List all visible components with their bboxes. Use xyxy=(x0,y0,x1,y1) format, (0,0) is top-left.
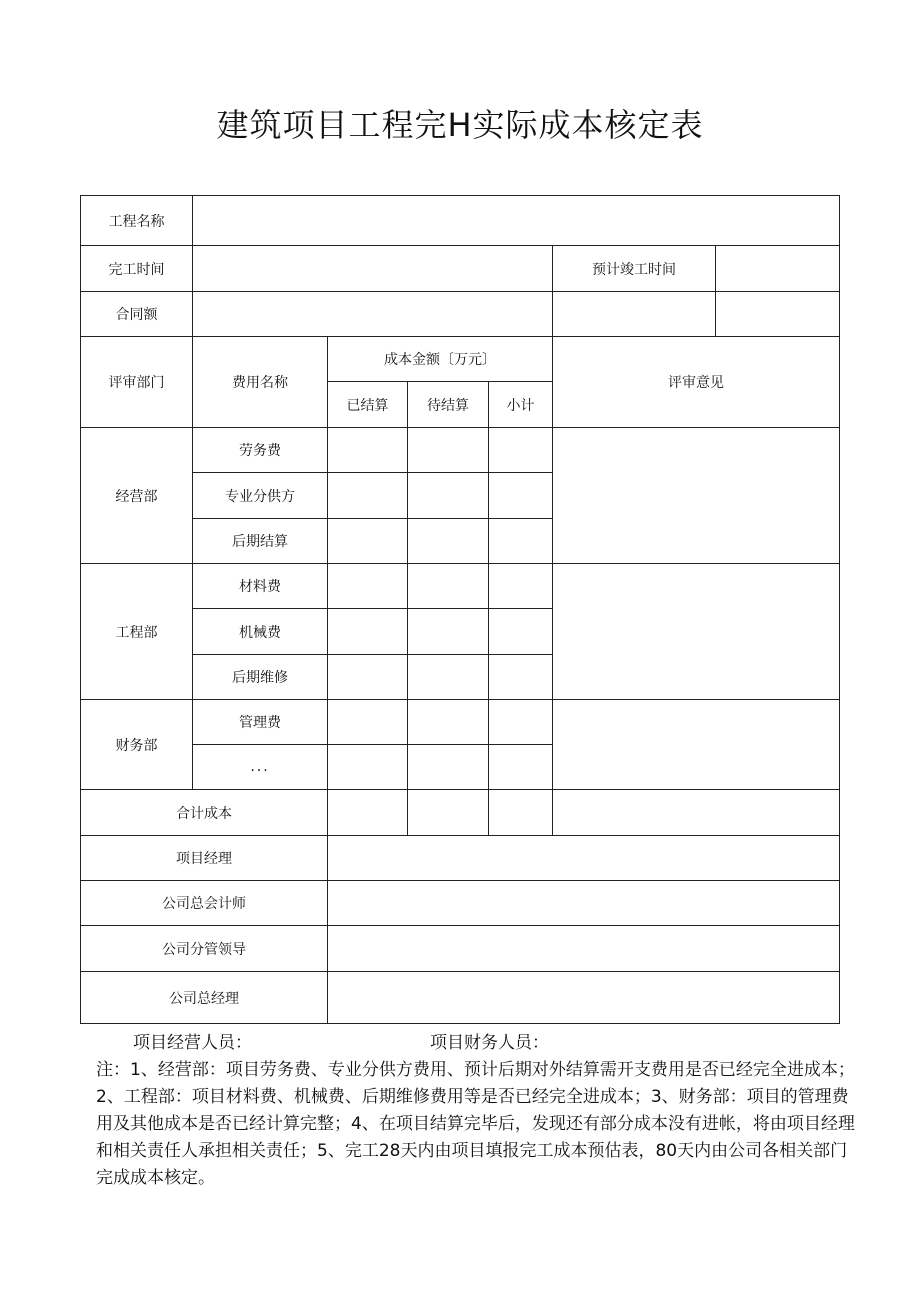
label-project-manager: 项目经理 xyxy=(81,836,328,881)
signer-operations: 项目经营人员： xyxy=(133,1033,252,1053)
contract-amount-field[interactable] xyxy=(193,292,553,337)
row-division-leader xyxy=(81,926,840,972)
subtotal-cell[interactable] xyxy=(489,519,553,564)
header-cost-amount: 成本金额〔万元〕 xyxy=(328,337,553,382)
contract-extra-field-2[interactable] xyxy=(716,292,840,337)
pending-cell[interactable] xyxy=(408,700,489,745)
header-fee-name: 费用名称 xyxy=(193,337,328,428)
subtotal-cell[interactable] xyxy=(489,473,553,519)
total-subtotal-cell[interactable] xyxy=(489,790,553,836)
pending-cell[interactable] xyxy=(408,655,489,700)
signers-line xyxy=(133,1030,893,1057)
pending-cell[interactable] xyxy=(408,745,489,790)
total-settled-cell[interactable] xyxy=(328,790,408,836)
note-paragraph: 注：1、经营部：项目劳务费、专业分供方费用、预计后期对外结算需开支费用是否已经完全进成本；2、工程部：项目材料费、机械费、后期维修费用等是否已经完全进成本；3、财务部：项目的管理费用及其他成本是否已经计算完整；4、在项目结算完毕后，发现还有部分成本没有进帐，将由项目经理和相关责任人承担相关责任；5、完工28天内由项目填报完工成本预估表，80天内由公司各相关部门完成成本核定。 xyxy=(96,1060,855,1188)
label-completion-time: 完工时间 xyxy=(81,246,193,292)
header-subtotal: 小计 xyxy=(489,382,553,428)
table-row xyxy=(81,700,840,745)
fee-item: 管理费 xyxy=(193,700,328,745)
label-total-cost: 合计成本 xyxy=(81,790,328,836)
subtotal-cell[interactable] xyxy=(489,428,553,473)
pending-cell[interactable] xyxy=(408,564,489,609)
settled-cell[interactable] xyxy=(328,655,408,700)
settled-cell[interactable] xyxy=(328,473,408,519)
contract-extra-field[interactable] xyxy=(553,292,716,337)
row-project-manager xyxy=(81,836,840,881)
dept-operations: 经营部 xyxy=(81,428,193,564)
settled-cell[interactable] xyxy=(328,745,408,790)
label-division-leader: 公司分管领导 xyxy=(81,926,328,972)
row-header-1 xyxy=(81,337,840,382)
fee-item: 材料费 xyxy=(193,564,328,609)
project-manager-sign[interactable] xyxy=(328,836,840,881)
subtotal-cell[interactable] xyxy=(489,655,553,700)
label-estimated-completion: 预计竣工时间 xyxy=(553,246,716,292)
fee-item: 后期维修 xyxy=(193,655,328,700)
label-project-name: 工程名称 xyxy=(81,196,193,246)
opinion-finance[interactable] xyxy=(553,700,840,790)
signer-finance: 项目财务人员： xyxy=(430,1033,549,1053)
table-row xyxy=(81,564,840,609)
subtotal-cell[interactable] xyxy=(489,564,553,609)
fee-item-ellipsis: ... xyxy=(193,745,328,790)
total-pending-cell[interactable] xyxy=(408,790,489,836)
dept-engineering: 工程部 xyxy=(81,564,193,700)
label-general-manager: 公司总经理 xyxy=(81,972,328,1024)
project-name-field[interactable] xyxy=(193,196,840,246)
total-opinion-cell[interactable] xyxy=(553,790,840,836)
settled-cell[interactable] xyxy=(328,700,408,745)
opinion-engineering[interactable] xyxy=(553,564,840,700)
header-review-dept: 评审部门 xyxy=(81,337,193,428)
header-pending: 待结算 xyxy=(408,382,489,428)
dept-finance: 财务部 xyxy=(81,700,193,790)
fee-item: 劳务费 xyxy=(193,428,328,473)
row-completion-time xyxy=(81,246,840,292)
cost-form-table xyxy=(80,195,840,1024)
label-chief-accountant: 公司总会计师 xyxy=(81,881,328,926)
label-contract-amount: 合同额 xyxy=(81,292,193,337)
division-leader-sign[interactable] xyxy=(328,926,840,972)
row-project-name xyxy=(81,196,840,246)
subtotal-cell[interactable] xyxy=(489,700,553,745)
settled-cell[interactable] xyxy=(328,428,408,473)
header-settled: 已结算 xyxy=(328,382,408,428)
pending-cell[interactable] xyxy=(408,519,489,564)
general-manager-sign[interactable] xyxy=(328,972,840,1024)
settled-cell[interactable] xyxy=(328,609,408,655)
pending-cell[interactable] xyxy=(408,609,489,655)
row-general-manager xyxy=(81,972,840,1024)
settled-cell[interactable] xyxy=(328,564,408,609)
settled-cell[interactable] xyxy=(328,519,408,564)
estimated-completion-field[interactable] xyxy=(716,246,840,292)
completion-time-field[interactable] xyxy=(193,246,553,292)
pending-cell[interactable] xyxy=(408,428,489,473)
fee-item: 专业分供方 xyxy=(193,473,328,519)
opinion-operations[interactable] xyxy=(553,428,840,564)
table-row xyxy=(81,428,840,473)
header-review-opinion: 评审意见 xyxy=(553,337,840,428)
subtotal-cell[interactable] xyxy=(489,609,553,655)
row-contract-amount xyxy=(81,292,840,337)
row-chief-accountant xyxy=(81,881,840,926)
pending-cell[interactable] xyxy=(408,473,489,519)
row-total-cost xyxy=(81,790,840,836)
subtotal-cell[interactable] xyxy=(489,745,553,790)
fee-item: 后期结算 xyxy=(193,519,328,564)
page-title: 建筑项目工程完H实际成本核定表 xyxy=(216,106,704,144)
chief-accountant-sign[interactable] xyxy=(328,881,840,926)
fee-item: 机械费 xyxy=(193,609,328,655)
